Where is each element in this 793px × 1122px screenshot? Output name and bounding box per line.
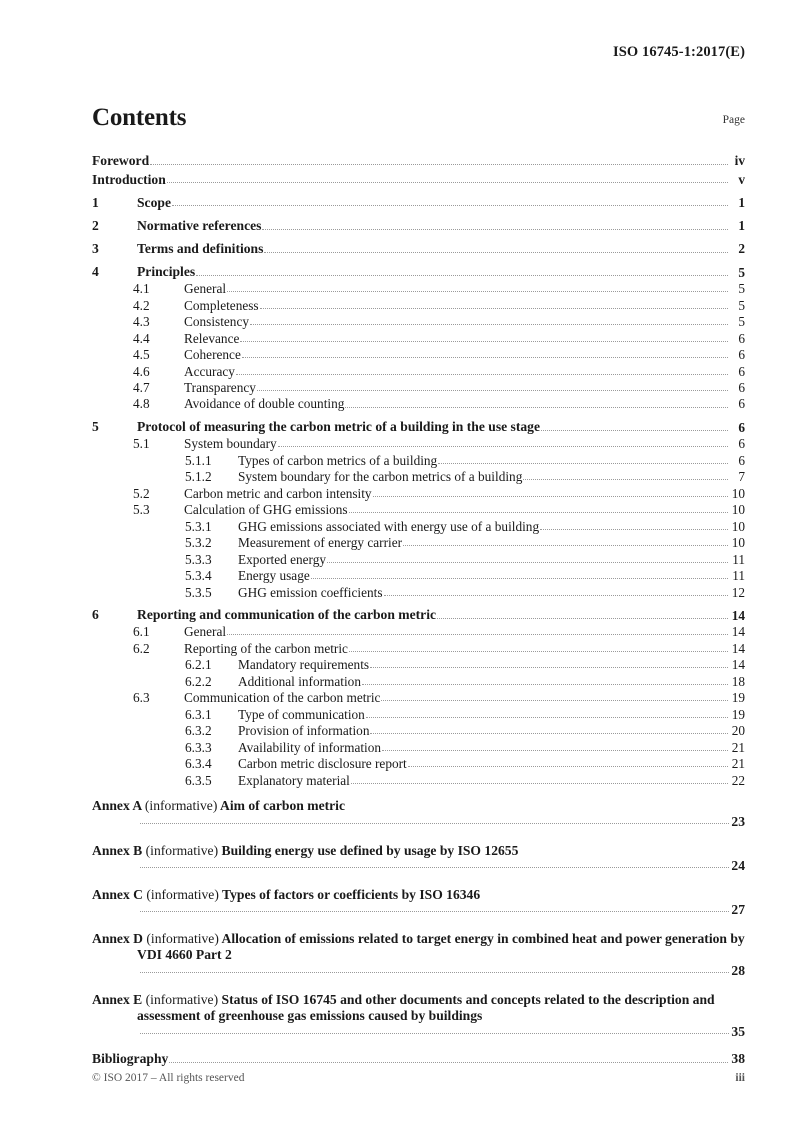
toc-entry-label: Exported energy: [238, 551, 327, 567]
toc-annex-d[interactable]: [92, 920, 745, 981]
dot-leader: [541, 421, 728, 434]
toc-entry-label: Coherence: [184, 347, 241, 363]
toc-entry-label: Availability of information: [238, 739, 382, 755]
dot-leader: [381, 691, 728, 704]
toc-entry-2[interactable]: [92, 210, 745, 233]
toc-entry-label: Normative references: [137, 217, 262, 233]
toc-entry-bibliography[interactable]: [92, 1041, 745, 1066]
toc-entry-6-3-2[interactable]: [92, 722, 745, 738]
dot-leader: [278, 437, 728, 450]
toc-entry-6-3-4[interactable]: [92, 754, 745, 770]
toc-annex-a[interactable]: [92, 787, 745, 831]
toc-entry-label: Reporting of the carbon metric: [184, 640, 348, 656]
toc-entry-number: 4: [92, 264, 99, 280]
annex-page: 35: [731, 1023, 745, 1039]
annex-label: Annex D: [92, 930, 143, 946]
toc-entry-number: 6.2: [133, 640, 150, 656]
toc-entry-number: 5.2: [133, 485, 150, 501]
dot-leader: [137, 905, 745, 915]
page-title: Contents: [92, 104, 187, 131]
toc-entry-4-6[interactable]: [92, 362, 745, 378]
toc-entry-number: 6.3: [133, 690, 150, 706]
toc-entry-label: Provision of information: [238, 723, 370, 739]
toc-entry-number: 5.1.1: [185, 452, 212, 468]
toc-entry-page: 6: [738, 452, 745, 468]
toc-entry-label: Scope: [137, 194, 171, 210]
dot-leader: [260, 299, 728, 312]
toc-entry-4[interactable]: [92, 256, 745, 279]
toc-entry-number: 5.1.2: [185, 469, 212, 485]
dot-leader: [250, 315, 728, 328]
dot-leader: [438, 454, 728, 467]
dot-leader: [262, 219, 728, 232]
toc-entry-page: 10: [731, 485, 745, 501]
toc-entry-label: Consistency: [184, 314, 250, 330]
annex-page: 27: [731, 902, 745, 918]
toc-entry-page: iv: [734, 153, 745, 169]
toc-entry-label: Carbon metric and carbon intensity: [184, 485, 372, 501]
dot-leader: [327, 553, 728, 566]
annex-page: 23: [731, 814, 745, 830]
toc-entry-number: Bibliography: [92, 1051, 169, 1067]
toc-entry-6-2[interactable]: [92, 639, 745, 655]
toc-entry-6-3-1[interactable]: [92, 705, 745, 721]
page-column-label: Page: [722, 114, 745, 126]
toc-entry-label: Types of carbon metrics of a building: [238, 452, 438, 468]
toc-entry-label: Terms and definitions: [137, 241, 264, 257]
toc-entry-label: Accuracy: [184, 363, 235, 379]
toc-entry-number: 2: [92, 217, 99, 233]
dot-leader: [236, 365, 728, 378]
toc-entry-6-3[interactable]: [92, 689, 745, 705]
toc-entry-foreword[interactable]: [92, 150, 745, 168]
toc-entry-5-3-4[interactable]: [92, 566, 745, 582]
toc-entry-page: 21: [731, 739, 745, 755]
toc-entry-page: 10: [731, 502, 745, 518]
dot-leader: [362, 675, 728, 688]
toc-entry-number: 5.3.2: [185, 535, 212, 551]
dot-leader: [264, 242, 728, 255]
toc-annex-b[interactable]: [92, 832, 745, 876]
toc-entry-number: 5.3.4: [185, 568, 212, 584]
toc-entry-number: 6.2.2: [185, 673, 212, 689]
toc-entry-label: Relevance: [184, 330, 240, 346]
toc-entry-page: 6: [738, 419, 745, 435]
dot-leader: [351, 774, 728, 787]
toc-entry-label: Reporting and communication of the carbon metric: [137, 607, 437, 623]
toc-entry-5-3-2[interactable]: [92, 533, 745, 549]
toc-entry-page: 6: [738, 396, 745, 412]
toc-entry-label: General: [184, 281, 227, 297]
toc-entry-label: Explanatory material: [238, 772, 350, 788]
toc-entry-label: Energy usage: [238, 568, 310, 584]
toc-entry-6[interactable]: [92, 599, 745, 622]
dot-leader: [227, 625, 728, 638]
toc-entry-label: System boundary for the carbon metrics of a building: [238, 469, 523, 485]
toc-entry-number: 4.2: [133, 297, 150, 313]
toc-entry-4-7[interactable]: [92, 378, 745, 394]
dot-leader: [167, 173, 728, 186]
document-header: ISO 16745-1:2017(E): [613, 44, 745, 60]
toc-entry-number: 6.3.4: [185, 756, 212, 772]
toc-entry-label: Measurement of energy carrier: [238, 535, 403, 551]
toc-entry-4-3[interactable]: [92, 312, 745, 328]
toc-entry-page: 10: [731, 535, 745, 551]
page-footer: [92, 1072, 745, 1084]
dot-leader: [437, 609, 728, 622]
toc-entry-label: General: [184, 624, 227, 640]
toc-entry-page: 6: [738, 347, 745, 363]
toc-entry-5-3-3[interactable]: [92, 550, 745, 566]
annex-title: Building energy use defined by usage by ISO 12655: [221, 842, 519, 858]
toc-entry-page: 5: [738, 264, 745, 280]
toc-entry-6-3-5[interactable]: [92, 771, 745, 787]
toc-entry-5-3[interactable]: [92, 501, 745, 517]
toc-entry-6-2-2[interactable]: [92, 672, 745, 688]
dot-leader: [403, 536, 728, 549]
dot-leader: [540, 520, 728, 533]
toc-entry-page: 14: [731, 657, 745, 673]
toc-entry-4-8[interactable]: [92, 395, 745, 411]
toc-entry-label: Type of communication: [238, 706, 365, 722]
toc-entry-page: 6: [738, 363, 745, 379]
toc-entry-label: Foreword: [92, 153, 150, 169]
toc-entry-page: 38: [731, 1051, 745, 1067]
toc-entry-page: 11: [732, 568, 745, 584]
toc-entry-number: 6.1: [133, 624, 150, 640]
annex-page: 24: [731, 858, 745, 874]
toc-entry-number: 4.3: [133, 314, 150, 330]
toc-entry-page: 19: [731, 690, 745, 706]
toc-entry-label: Completeness: [184, 297, 259, 313]
dot-leader: [150, 154, 728, 167]
toc-entry-page: 22: [731, 772, 745, 788]
toc-entry-number: 4.4: [133, 330, 150, 346]
dot-leader: [345, 397, 728, 410]
toc-entry-page: 10: [731, 518, 745, 534]
toc-entry-page: 20: [731, 723, 745, 739]
toc-annex-c[interactable]: [92, 876, 745, 920]
annex-kind: (informative): [144, 798, 218, 814]
toc-entry-5-3-5[interactable]: [92, 583, 745, 599]
dot-leader: [172, 196, 728, 209]
dot-leader: [384, 586, 728, 599]
toc-entry-number: 6.2.1: [185, 657, 212, 673]
annex-kind: (informative): [145, 842, 219, 858]
dot-leader: [242, 348, 728, 361]
toc-entry-introduction[interactable]: [92, 168, 745, 186]
toc-entry-number: 5: [92, 419, 99, 435]
toc-entry-number: 6.3.1: [185, 706, 212, 722]
toc-entry-number: 4.7: [133, 380, 150, 395]
toc-entry-label: Protocol of measuring the carbon metric of a building in the use stage: [137, 419, 541, 435]
toc-entry-4-5[interactable]: [92, 345, 745, 361]
toc-entry-number: 4.8: [133, 396, 150, 412]
dot-leader: [373, 487, 728, 500]
toc-entry-page: 12: [731, 584, 745, 600]
toc-entry-4-4[interactable]: [92, 329, 745, 345]
toc-entry-number: 6: [92, 607, 99, 623]
toc-entry-3[interactable]: [92, 233, 745, 256]
annex-page: 28: [731, 963, 745, 979]
toc-entry-6-3-3[interactable]: [92, 738, 745, 754]
dot-leader: [523, 470, 728, 483]
toc-entry-page: 5: [738, 314, 745, 330]
toc-entry-label: Principles: [137, 264, 196, 280]
toc-entry-page: 14: [731, 607, 745, 623]
toc-entry-label: GHG emissions associated with energy use of a building: [238, 518, 540, 534]
copyright-notice: © ISO 2017 – All rights reserved: [92, 1072, 245, 1084]
toc-entry-6-2-1[interactable]: [92, 656, 745, 672]
toc-entry-page: 19: [731, 706, 745, 722]
toc-entry-5[interactable]: [92, 411, 745, 434]
toc-entry-5-2[interactable]: [92, 484, 745, 500]
toc-entry-4-1[interactable]: [92, 280, 745, 296]
toc-entry-page: 14: [731, 624, 745, 640]
dot-leader: [169, 1052, 728, 1066]
toc-entry-page: 2: [738, 241, 745, 257]
dot-leader: [137, 966, 745, 976]
dot-leader: [240, 332, 728, 345]
toc-entry-number: 5.3: [133, 502, 150, 518]
toc-entry-6-1[interactable]: [92, 623, 745, 639]
dot-leader: [227, 282, 728, 295]
annex-kind: (informative): [146, 930, 219, 946]
toc-entry-label: Introduction: [92, 171, 166, 187]
annex-label: Annex A: [92, 798, 142, 814]
toc-entry-label: Additional information: [238, 673, 361, 689]
toc-entry-number: 4.6: [133, 363, 150, 379]
toc-entry-number: 5.3.1: [185, 518, 212, 534]
dot-leader: [137, 1027, 745, 1037]
annex-title: Aim of carbon metric: [220, 798, 345, 814]
annex-label: Annex E: [92, 991, 143, 1007]
toc-entry-number: 5.3.3: [185, 551, 212, 567]
dot-leader: [196, 266, 728, 279]
annex-title: Types of factors or coefficients by ISO 16346: [222, 886, 481, 902]
dot-leader: [349, 642, 728, 655]
dot-leader: [137, 861, 745, 871]
toc-entry-number: 5.3.5: [185, 584, 212, 600]
annex-title: Status of ISO 16745 and other documents and concepts related to the description and assessment of greenhouse gas emissions caused by buildings: [137, 991, 715, 1024]
toc-entry-number: 6.3.2: [185, 723, 212, 739]
toc-entry-number: 3: [92, 241, 99, 257]
toc-entry-page: 6: [738, 330, 745, 346]
toc-annex-e[interactable]: [92, 981, 745, 1042]
toc-entry-page: 5: [738, 297, 745, 313]
dot-leader: [408, 757, 728, 770]
toc-entry-number: 6.3.5: [185, 772, 212, 788]
toc-entry-page: 6: [738, 436, 745, 452]
dot-leader: [366, 708, 728, 721]
toc-entry-page: 7: [738, 469, 745, 485]
toc-entry-label: Carbon metric disclosure report: [238, 756, 407, 772]
toc-entry-number: 4.5: [133, 347, 150, 363]
annex-kind: (informative): [145, 991, 219, 1007]
toc-entry-number: 4.1: [133, 281, 150, 297]
toc-entry-page: 1: [738, 195, 745, 211]
toc-entry-page: 5: [738, 281, 745, 297]
page-folio: iii: [735, 1072, 745, 1084]
toc-entry-5-3-1[interactable]: [92, 517, 745, 533]
toc-entry-4-2[interactable]: [92, 296, 745, 312]
toc-entry-number: 1: [92, 194, 99, 210]
toc-entry-label: Calculation of GHG emissions: [184, 502, 348, 518]
dot-leader: [257, 381, 728, 394]
toc-entry-5-1-1[interactable]: [92, 451, 745, 467]
dot-leader: [349, 503, 728, 516]
toc-entry-number: 6.3.3: [185, 739, 212, 755]
toc-entry-page: 21: [731, 756, 745, 772]
toc-entry-label: Transparency: [184, 380, 256, 395]
toc-entry-label: GHG emission coefficients: [238, 584, 383, 600]
toc-entry-1[interactable]: [92, 187, 745, 210]
annex-label: Annex C: [92, 886, 143, 902]
dot-leader: [382, 741, 728, 754]
dot-leader: [311, 569, 728, 582]
annex-title: Allocation of emissions related to target energy in combined heat and power generation by VDI 4660 Part 2: [137, 930, 745, 963]
dot-leader: [370, 724, 728, 737]
toc-entry-page: 11: [732, 551, 745, 567]
toc-entry-label: Avoidance of double counting: [184, 396, 345, 412]
annex-label: Annex B: [92, 842, 143, 858]
toc-entry-label: Mandatory requirements: [238, 657, 370, 673]
dot-leader: [370, 658, 728, 671]
annex-kind: (informative): [146, 886, 219, 902]
table-of-contents: [92, 150, 745, 1067]
toc-entry-label: Communication of the carbon metric: [184, 690, 381, 706]
toc-entry-number: 5.1: [133, 436, 150, 452]
toc-entry-page: 1: [738, 218, 745, 234]
toc-entry-page: 6: [738, 380, 745, 395]
toc-entry-page: v: [738, 171, 745, 187]
dot-leader: [137, 817, 745, 827]
toc-entry-5-1[interactable]: [92, 435, 745, 451]
toc-entry-page: 18: [731, 673, 745, 689]
contents-title-row: [92, 105, 745, 130]
toc-entry-page: 14: [731, 640, 745, 656]
toc-entry-5-1-2[interactable]: [92, 468, 745, 484]
toc-entry-label: System boundary: [184, 436, 277, 452]
